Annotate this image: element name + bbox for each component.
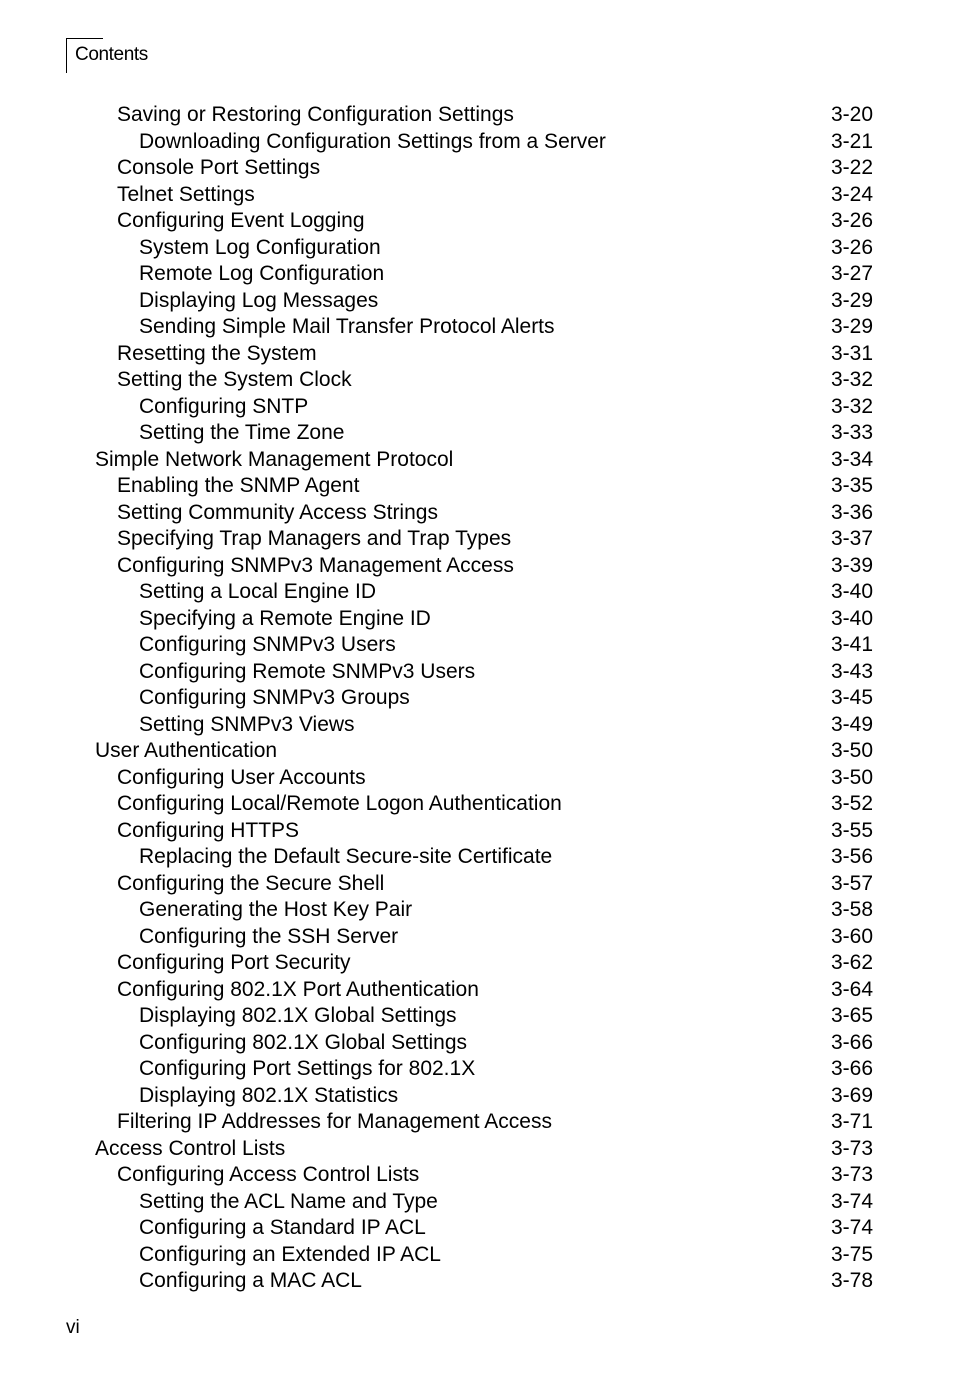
- toc-entry[interactable]: [0, 738, 954, 765]
- toc-entry-page: 3-71: [830, 1110, 873, 1133]
- toc-entry-title: Resetting the System: [117, 341, 317, 365]
- toc-entry-page: 3-36: [830, 500, 873, 524]
- toc-entry-title: Setting the ACL Name and Type: [139, 1189, 438, 1213]
- toc-entry-page: 3-57: [830, 871, 873, 895]
- toc-entry-title: Setting SNMPv3 Views: [139, 712, 355, 736]
- toc-entry-title: Configuring the Secure Shell: [117, 871, 385, 895]
- toc-entry-title: Displaying 802.1X Global Settings: [139, 1004, 457, 1027]
- toc-entry-page: 3-43: [830, 659, 873, 683]
- toc-entry-page: 3-40: [830, 580, 873, 603]
- page-number: vi: [66, 1317, 80, 1338]
- toc-entry-title: Configuring Port Security: [117, 951, 351, 974]
- running-header: Contents: [75, 44, 148, 65]
- toc-entry-title: Configuring SNMPv3 Management Access: [117, 553, 514, 577]
- toc-entry[interactable]: [0, 818, 954, 845]
- toc-entry[interactable]: [0, 473, 954, 500]
- toc-entry-title: Configuring a Standard IP ACL: [139, 1216, 426, 1239]
- toc-entry-title: System Log Configuration: [139, 235, 381, 259]
- toc-entry[interactable]: [0, 1162, 954, 1189]
- toc-entry[interactable]: [0, 1215, 954, 1242]
- toc-entry-page: 3-50: [830, 739, 873, 762]
- toc-entry-page: 3-32: [830, 394, 873, 418]
- toc-entry-page: 3-45: [830, 686, 873, 709]
- toc-entry-page: 3-27: [830, 262, 873, 285]
- toc-entry-page: 3-55: [830, 818, 873, 842]
- toc-entry[interactable]: [0, 1189, 954, 1216]
- toc-entry-page: 3-66: [830, 1030, 873, 1054]
- toc-entry[interactable]: [0, 579, 954, 606]
- toc-entry-title: Configuring Port Settings for 802.1X: [139, 1057, 476, 1080]
- toc-entry[interactable]: [0, 447, 954, 474]
- toc-entry[interactable]: [0, 314, 954, 341]
- toc-entry-title: Access Control Lists: [95, 1136, 286, 1160]
- toc-entry[interactable]: [0, 208, 954, 235]
- toc-entry-title: Configuring 802.1X Port Authentication: [117, 977, 479, 1001]
- toc-entry-title: Enabling the SNMP Agent: [117, 474, 360, 497]
- toc-entry-title: Configuring a MAC ACL: [139, 1269, 362, 1292]
- toc-entry-page: 3-29: [830, 315, 873, 338]
- toc-entry[interactable]: [0, 659, 954, 686]
- toc-entry-title: Filtering IP Addresses for Management Access: [117, 1110, 552, 1133]
- toc-entry[interactable]: [0, 182, 954, 209]
- toc-entry-title: Configuring 802.1X Global Settings: [139, 1030, 468, 1054]
- toc-entry-title: Configuring Local/Remote Logon Authentication: [117, 792, 562, 815]
- toc-entry-page: 3-34: [830, 447, 873, 471]
- toc-entry-page: 3-41: [830, 633, 873, 656]
- toc-entry-page: 3-31: [830, 341, 873, 365]
- toc-entry-page: 3-62: [830, 951, 873, 974]
- toc-entry[interactable]: [0, 897, 954, 924]
- toc-entry[interactable]: [0, 235, 954, 262]
- toc-entry-page: 3-49: [830, 712, 873, 736]
- toc-entry-page: 3-69: [830, 1083, 873, 1107]
- toc-entry-page: 3-78: [830, 1269, 873, 1292]
- toc-entry-title: Configuring an Extended IP ACL: [139, 1242, 441, 1266]
- toc-entry-title: Remote Log Configuration: [139, 262, 385, 285]
- toc-entry-title: Setting Community Access Strings: [117, 500, 438, 524]
- toc-entry[interactable]: [0, 1109, 954, 1136]
- toc-entry-page: 3-40: [830, 606, 873, 630]
- toc-entry[interactable]: [0, 526, 954, 553]
- toc-entry[interactable]: [0, 977, 954, 1004]
- toc-entry-page: 3-64: [830, 977, 873, 1001]
- toc-entry-title: Configuring Event Logging: [117, 209, 365, 232]
- toc-entry-title: Telnet Settings: [117, 182, 255, 206]
- toc-entry-page: 3-29: [830, 288, 873, 312]
- toc-entry-page: 3-52: [830, 792, 873, 815]
- toc-entry-title: Configuring SNMPv3 Groups: [139, 686, 410, 709]
- toc-entry[interactable]: [0, 871, 954, 898]
- toc-entry[interactable]: [0, 685, 954, 712]
- toc-entry-title: Configuring User Accounts: [117, 765, 366, 789]
- toc-entry-page: 3-26: [830, 209, 873, 232]
- toc-entry-title: Displaying Log Messages: [139, 288, 379, 312]
- toc-entry[interactable]: [0, 924, 954, 951]
- toc-entry[interactable]: [0, 420, 954, 447]
- toc-entry-page: 3-32: [830, 368, 873, 391]
- toc-entry-page: 3-65: [830, 1004, 873, 1027]
- toc-entry[interactable]: [0, 1003, 954, 1030]
- toc-entry-page: 3-74: [830, 1216, 873, 1239]
- toc-entry-title: Specifying a Remote Engine ID: [139, 606, 431, 630]
- toc-entry-title: Configuring the SSH Server: [139, 924, 399, 948]
- toc-entry-page: 3-24: [830, 182, 873, 206]
- toc-entry[interactable]: [0, 1242, 954, 1269]
- toc-entry-title: User Authentication: [95, 739, 278, 762]
- toc-entry[interactable]: [0, 155, 954, 182]
- toc-entry-title: Sending Simple Mail Transfer Protocol Alerts: [139, 315, 555, 338]
- toc-entry-page: 3-73: [830, 1163, 873, 1186]
- toc-entry[interactable]: [0, 129, 954, 156]
- toc-entry-page: 3-39: [830, 553, 873, 577]
- toc-entry-page: 3-50: [830, 765, 873, 789]
- toc-entry[interactable]: [0, 1083, 954, 1110]
- toc-entry[interactable]: [0, 394, 954, 421]
- toc-entry-page: 3-73: [830, 1136, 873, 1160]
- toc-entry[interactable]: [0, 632, 954, 659]
- toc-entry[interactable]: [0, 341, 954, 368]
- toc-entry-page: 3-33: [830, 421, 873, 444]
- toc-entry[interactable]: [0, 367, 954, 394]
- table-of-contents: [0, 102, 954, 1295]
- toc-entry-title: Configuring SNMPv3 Users: [139, 633, 396, 656]
- toc-entry[interactable]: [0, 765, 954, 792]
- toc-entry[interactable]: [0, 261, 954, 288]
- toc-entry[interactable]: [0, 712, 954, 739]
- toc-entry-title: Simple Network Management Protocol: [95, 447, 454, 471]
- toc-entry-title: Setting the Time Zone: [139, 421, 345, 444]
- toc-entry-title: Generating the Host Key Pair: [139, 898, 413, 921]
- toc-entry-title: Setting a Local Engine ID: [139, 580, 376, 603]
- toc-entry-page: 3-66: [830, 1057, 873, 1080]
- toc-entry-title: Configuring SNTP: [139, 394, 309, 418]
- toc-entry[interactable]: [0, 1030, 954, 1057]
- toc-entry-page: 3-21: [830, 129, 873, 153]
- toc-entry-title: Specifying Trap Managers and Trap Types: [117, 527, 512, 550]
- toc-entry-title: Setting the System Clock: [117, 368, 352, 391]
- toc-entry[interactable]: [0, 1136, 954, 1163]
- toc-entry-title: Saving or Restoring Configuration Settings: [117, 103, 514, 126]
- toc-entry-title: Console Port Settings: [117, 156, 321, 179]
- toc-entry[interactable]: [0, 553, 954, 580]
- toc-entry[interactable]: [0, 500, 954, 527]
- toc-entry-page: 3-20: [830, 103, 873, 126]
- toc-entry-title: Displaying 802.1X Statistics: [139, 1083, 399, 1107]
- toc-entry[interactable]: [0, 1056, 954, 1083]
- toc-entry[interactable]: [0, 791, 954, 818]
- toc-entry[interactable]: [0, 1268, 954, 1295]
- toc-entry[interactable]: [0, 288, 954, 315]
- toc-entry-title: Configuring HTTPS: [117, 818, 300, 842]
- toc-entry[interactable]: [0, 844, 954, 871]
- toc-entry-page: 3-37: [830, 527, 873, 550]
- toc-entry-title: Configuring Access Control Lists: [117, 1163, 420, 1186]
- toc-entry-title: Configuring Remote SNMPv3 Users: [139, 659, 476, 683]
- toc-entry-page: 3-56: [830, 845, 873, 868]
- toc-entry-page: 3-74: [830, 1189, 873, 1213]
- toc-entry-page: 3-58: [830, 898, 873, 921]
- toc-entry-title: Replacing the Default Secure-site Certificate: [139, 845, 553, 868]
- toc-entry[interactable]: [0, 606, 954, 633]
- toc-entry-page: 3-75: [830, 1242, 873, 1266]
- toc-entry[interactable]: [0, 102, 954, 129]
- toc-entry-title: Downloading Configuration Settings from a Server: [139, 129, 606, 153]
- toc-entry-page: 3-26: [830, 235, 873, 259]
- toc-entry-page: 3-35: [830, 474, 873, 497]
- toc-entry-page: 3-22: [830, 156, 873, 179]
- toc-entry-page: 3-60: [830, 924, 873, 948]
- toc-entry[interactable]: [0, 950, 954, 977]
